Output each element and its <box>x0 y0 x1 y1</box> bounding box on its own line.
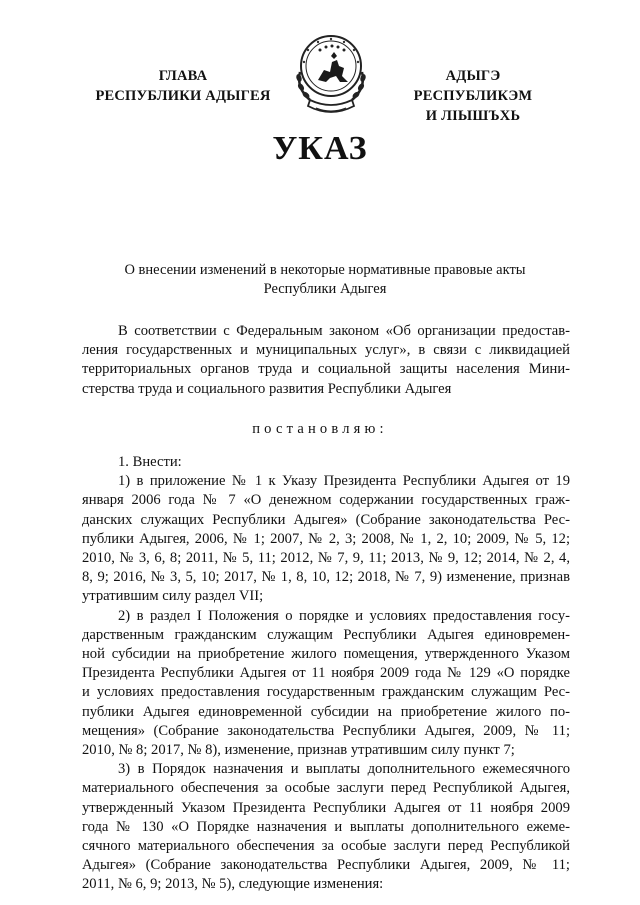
issuer-title-russian-line1: ГЛАВА <box>158 68 208 84</box>
item1-line: публики Адыгея, 2006, № 1; 2007, № 2, 3; 2008, № 1, 2, 10; 2009, № 5, 12; <box>82 530 570 547</box>
item2-line: 2010, № 8; 2017, № 8), изменение, признав утратившим силу пункт 7; <box>82 742 515 759</box>
item-heading: 1. Внести: <box>118 454 182 470</box>
issuer-title-russian <box>88 66 278 106</box>
issuer-title-adyghe <box>388 66 558 126</box>
item3-line: 2011, № 6, 9; 2013, № 5), следующие изменения: <box>82 876 384 893</box>
item3-line: материального обеспечения за особые заслуги перед Республикой Адыгея, <box>82 780 570 797</box>
item3-line: Адыгея» (Собрание законодательства Республики Адыгея, 2009, № 11; <box>82 857 570 874</box>
coat-of-arms-icon <box>282 26 380 124</box>
item3-line: сячного материального обеспечения за особые заслуги перед Республикой <box>82 838 570 855</box>
decree-word: постановляю: <box>252 421 388 437</box>
item3-line: 3) в Порядок назначения и выплаты дополнительного ежемесячного <box>118 761 570 778</box>
item2-line: публики Адыгея единовременной субсидии на приобретение жилого по- <box>82 703 570 720</box>
issuer-title-adyghe-line2: И ЛІЫШЪХЬ <box>425 108 521 124</box>
item1-line: 1) в приложение № 1 к Указу Президента Республики Адыгея от 19 <box>118 473 570 490</box>
preamble-line: территориальных органов труда и социальной защиты населения Мини- <box>82 361 570 378</box>
item1-line: января 2006 года № 7 «О денежном содержании государственных граж- <box>82 492 570 509</box>
preamble-line: ления государственных и муниципальных услуг», в связи с ликвидацией <box>82 342 570 359</box>
item1-line: 8, 9; 2016, № 3, 5, 10; 2017, № 1, 8, 10, 12; 2018, № 7, 9) изменение, признав <box>82 569 570 586</box>
document-type-title: УКАЗ <box>272 130 368 167</box>
item2-line: и условиях предоставления государственным гражданским служащим Рес- <box>82 684 570 701</box>
item1-line: утратившим силу раздел VII; <box>82 588 264 605</box>
item2-line: 2) в раздел I Положения о порядке и условиях предоставления госу- <box>118 607 570 624</box>
item2-line: Президента Республики Адыгея от 11 ноября 2009 года № 129 «О порядке <box>82 665 570 682</box>
decree-items <box>82 453 570 895</box>
item3-line: года № 130 «О Порядке назначения и выплаты дополнительного ежеме- <box>82 818 570 835</box>
item1-line: данских служащих Республики Адыгея» (Собрание законодательства Рес- <box>82 511 570 528</box>
item1-line: 2010, № 3, 6, 8; 2011, № 5, 11; 2012, № 7, 9, 11; 2013, № 9, 12; 2014, № 2, 4, <box>82 550 570 567</box>
issuer-title-russian-line2: РЕСПУБЛИКИ АДЫГЕЯ <box>95 88 271 104</box>
document-subject-line1: О внесении изменений в некоторые нормативные правовые акты <box>124 262 526 278</box>
preamble-line: стерства труда и социального развития Республики Адыгея <box>82 380 452 397</box>
item2-line: ной субсидии на приобретение жилого помещения, утвержденного Указом <box>82 646 570 663</box>
item2-line: дарственным гражданским служащим Республики Адыгея единовремен- <box>82 626 570 643</box>
item2-line: мещения» (Собрание законодательства Республики Адыгея, 2009, № 11; <box>82 722 570 739</box>
item3-line: утвержденный Указом Президента Республики Адыгея от 11 ноября 2009 <box>82 799 570 816</box>
issuer-title-adyghe-line1: АДЫГЭ РЕСПУБЛИКЭМ <box>413 68 533 104</box>
preamble-line: В соответствии с Федеральным законом «Об организации предостав- <box>118 323 570 339</box>
document-subject-line2: Республики Адыгея <box>263 281 387 297</box>
preamble-paragraph <box>82 322 570 399</box>
document-subject <box>80 261 570 299</box>
